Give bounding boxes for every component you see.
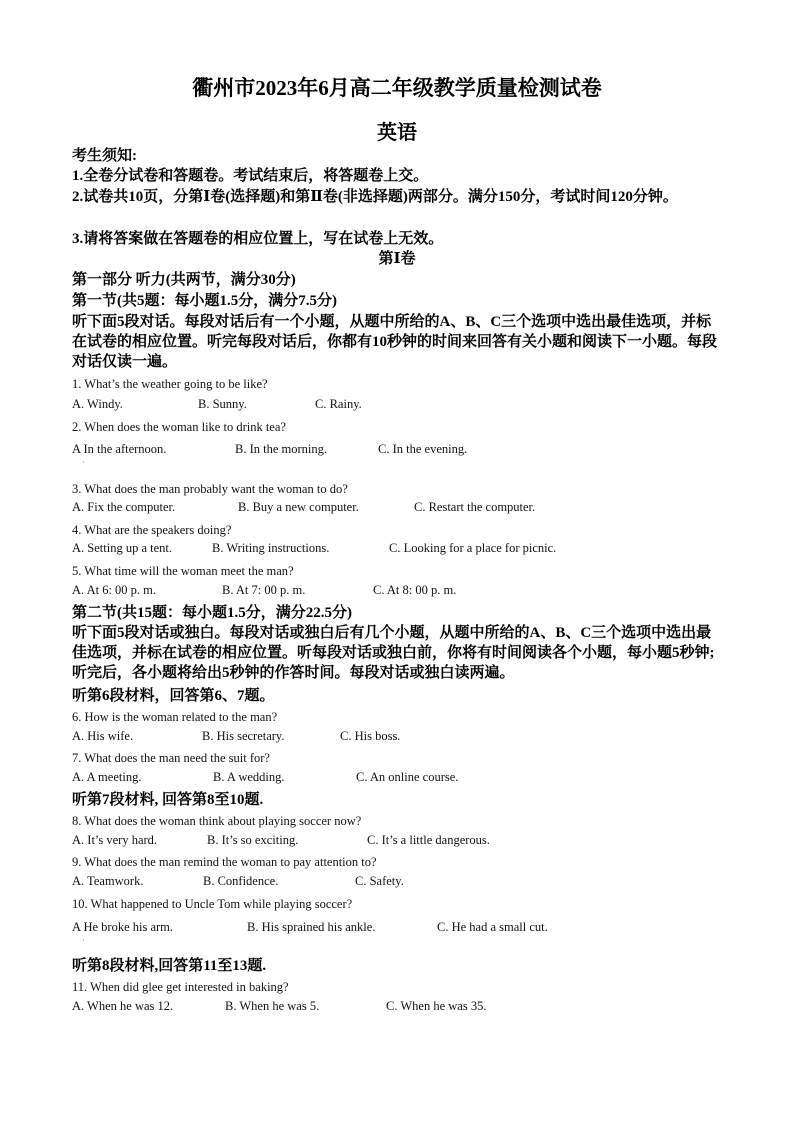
question-text: 6. How is the woman related to the man? [72, 710, 278, 724]
question-text: 8. What does the woman think about playing soccer now? [72, 814, 362, 828]
option-c: C. It’s a little dangerous. [367, 833, 490, 847]
option-a: A. Fix the computer. [72, 500, 176, 514]
option-b: B. In the morning. [235, 442, 328, 456]
option-a: A. Teamwork. [72, 874, 144, 888]
section-instructions: 听下面5段对话或独白。每段对话或独白后有几个小题，从题中所给的A、B、C三个选项中选出最佳选项，并标在试卷的相应位置。听每段对话或独白前，你将有时间阅读各个小题，每小题5秒钟;听完后，各小题将给出5秒钟的作答时间。每段对话或独白读两遍。 [72, 625, 715, 681]
option-a: A. When he was 12. [72, 999, 174, 1013]
option-b: B. Writing instructions. [212, 541, 330, 555]
material-heading: 听第8段材料,回答第11至13题. [72, 958, 267, 974]
question-text: 3. What does the man probably want the woman to do? [72, 482, 348, 496]
question-text: 11. When did glee get interested in baking? [72, 980, 289, 994]
option-b: B. At 7: 00 p. m. [222, 583, 306, 597]
option-b: B. His sprained his ankle. [247, 920, 376, 934]
option-a: A. Windy. [72, 397, 123, 411]
stray-mark: · [82, 458, 85, 467]
option-a: A In the afternoon. [72, 442, 167, 456]
option-a: A. Setting up a tent. [72, 541, 172, 555]
option-b: B. It’s so exciting. [207, 833, 299, 847]
option-c: C. Restart the computer. [414, 500, 536, 514]
material-heading: 听第6段材料，回答第6、7题。 [72, 688, 275, 704]
option-c: C. He had a small cut. [437, 920, 548, 934]
option-b: B. A wedding. [213, 770, 285, 784]
option-b: B. Confidence. [203, 874, 279, 888]
option-b: B. When he was 5. [225, 999, 320, 1013]
option-c: C. An online course. [356, 770, 459, 784]
option-a: A. A meeting. [72, 770, 142, 784]
material-heading: 听第7段材料, 回答第8至10题. [72, 792, 264, 808]
option-c: C. Safety. [355, 874, 404, 888]
part-title: 第一部分 听力(共两节，满分30分) [72, 272, 296, 288]
option-c: C. At 8: 00 p. m. [373, 583, 457, 597]
notice-heading: 考生须知: [72, 148, 137, 164]
question-text: 4. What are the speakers doing? [72, 523, 232, 537]
exam-title: 衢州市2023年6月高二年级教学质量检测试卷 [192, 76, 602, 100]
option-b: B. Sunny. [198, 397, 247, 411]
option-c: C. In the evening. [378, 442, 468, 456]
stray-mark: · [82, 936, 85, 945]
question-text: 7. What does the man need the suit for? [72, 751, 270, 765]
section-title: 第二节(共15题：每小题1.5分，满分22.5分) [72, 605, 352, 621]
subject-title: 英语 [377, 122, 417, 144]
option-a: A. It’s very hard. [72, 833, 158, 847]
question-text: 1. What’s the weather going to be like? [72, 377, 268, 391]
notice-item: 2.试卷共10页，分第Ⅰ卷(选择题)和第Ⅱ卷(非选择题)两部分。满分150分，考试时间120分钟。 [72, 189, 678, 205]
option-c: C. When he was 35. [386, 999, 487, 1013]
option-a: A. His wife. [72, 729, 134, 743]
question-text: 9. What does the man remind the woman to pay attention to? [72, 855, 377, 869]
option-b: B. Buy a new computer. [238, 500, 359, 514]
option-c: C. Rainy. [315, 397, 362, 411]
option-b: B. His secretary. [202, 729, 285, 743]
option-a: A. At 6: 00 p. m. [72, 583, 157, 597]
option-a: A He broke his arm. [72, 920, 174, 934]
question-text: 10. What happened to Uncle Tom while playing soccer? [72, 897, 353, 911]
question-text: 2. When does the woman like to drink tea? [72, 420, 286, 434]
notice-item: 1.全卷分试卷和答题卷。考试结束后，将答题卷上交。 [72, 168, 429, 184]
option-c: C. Looking for a place for picnic. [389, 541, 557, 555]
section-instructions: 听下面5段对话。每段对话后有一个小题，从题中所给的A、B、C三个选项中选出最佳选项，并标在试卷的相应位置。听完每段对话后，你都有10秒钟的时间来回答有关小题和阅读下一小题。每段对话仅读一遍。 [72, 314, 718, 370]
section-title: 第一节(共5题：每小题1.5分，满分7.5分) [72, 293, 337, 309]
notice-item: 3.请将答案做在答题卷的相应位置上，写在试卷上无效。 [72, 231, 444, 247]
question-text: 5. What time will the woman meet the man? [72, 564, 294, 578]
option-c: C. His boss. [340, 729, 401, 743]
volume-label: 第Ⅰ卷 [378, 251, 416, 267]
